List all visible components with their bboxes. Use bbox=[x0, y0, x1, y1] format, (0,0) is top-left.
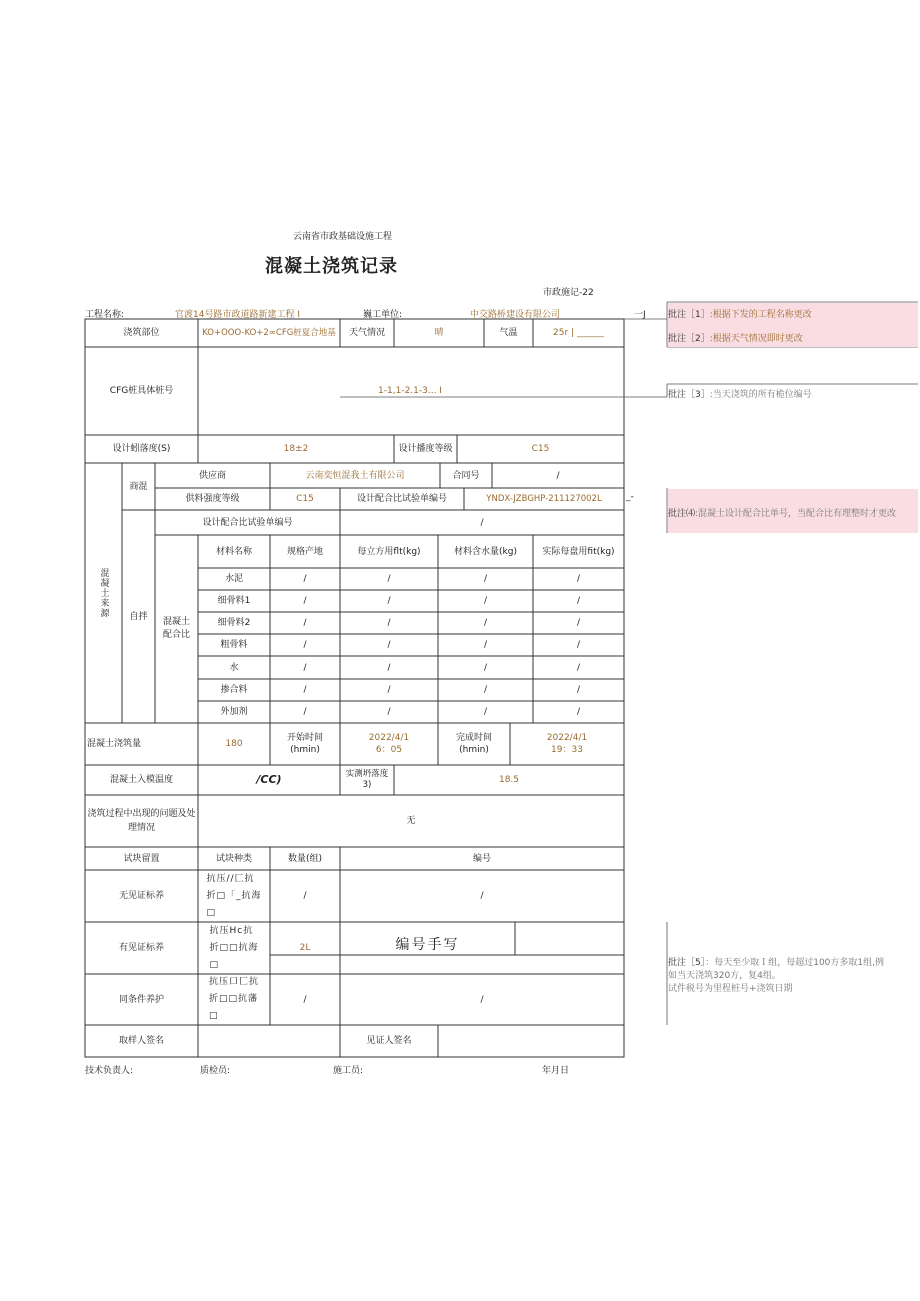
date-label: 年月日 bbox=[542, 1066, 570, 1076]
ratio-label bbox=[155, 535, 198, 723]
mat-cell: / bbox=[576, 618, 581, 628]
contract-value: / bbox=[556, 470, 560, 481]
witness-label: 有见证标养 bbox=[118, 943, 164, 953]
mix-report-tail: _- bbox=[626, 492, 634, 502]
witness-sign-label: 见证人签名 bbox=[366, 1036, 412, 1046]
mat-cell: / bbox=[303, 596, 307, 606]
contractor-label: 巍工单位: bbox=[363, 310, 403, 320]
same-condition-label: 同条件养护 bbox=[118, 994, 164, 1005]
mat-name: 水泥 bbox=[224, 574, 243, 584]
temp-value: 25r | ______ bbox=[553, 328, 604, 338]
finish-value: 2022/4/1 19：33 bbox=[546, 733, 588, 755]
specimen-qty-label: 数量(组) bbox=[287, 853, 323, 864]
mix-report-label: 设计配合比试验单编号 bbox=[356, 494, 447, 504]
self-mix-report-value: / bbox=[480, 517, 484, 528]
mat-name: 外加剂 bbox=[220, 707, 248, 717]
mat-cell: / bbox=[483, 618, 488, 628]
supply-grade-label: 供料强度等级 bbox=[185, 494, 240, 504]
specimen-type-label: 试块种类 bbox=[215, 853, 252, 864]
mat-header-moisture: 材料含水量(kg) bbox=[454, 546, 517, 557]
contract-label: 合同号 bbox=[452, 470, 480, 481]
no-witness-code: / bbox=[480, 891, 484, 901]
mat-cell: / bbox=[576, 640, 581, 650]
mix-report-value: YNDX-JZBGHP-211127002L bbox=[486, 494, 602, 504]
comment-5: 批注［5］：每天至少取Ｉ组，每超过100方多取1组,例 如当天浇筑320方，复4组。 试件税号为里程桩号+浇筑日期 bbox=[668, 958, 885, 994]
mat-cell: / bbox=[303, 640, 307, 650]
org-title: 云南省市政基础设施工程 bbox=[293, 232, 393, 242]
mat-cell: / bbox=[576, 685, 581, 695]
page-title: 混凝土浇筑记录 bbox=[265, 256, 398, 277]
form-number: 市政施记-22 bbox=[543, 288, 594, 298]
mat-cell: / bbox=[387, 596, 391, 606]
mat-cell: / bbox=[303, 574, 307, 584]
measured-slump-label: 实测坍落度 3) bbox=[345, 769, 389, 790]
specimen-label: 试块留置 bbox=[123, 853, 160, 864]
slump-label: 设计蚓落度(S) bbox=[112, 444, 171, 454]
comment-1: 批注［1］:根据下发的工程名称更改 bbox=[668, 310, 812, 320]
mat-cell: / bbox=[387, 574, 391, 584]
qc-label: 质检员: bbox=[200, 1066, 231, 1076]
same-condition-type: 抗压口匚抗 折□□抗藩 □ bbox=[208, 977, 259, 1021]
contractor-value: 中交路桥建设有限公司 bbox=[470, 310, 561, 320]
mat-cell: / bbox=[387, 618, 391, 628]
pile-label: CFG桩具体桩号 bbox=[109, 386, 174, 396]
mat-cell: / bbox=[483, 707, 488, 717]
ratio-label-text: 混凝土配合比 bbox=[162, 617, 190, 640]
supply-grade-value: C15 bbox=[296, 494, 314, 504]
corner-mark: 一J bbox=[634, 310, 646, 320]
mat-cell: / bbox=[387, 640, 391, 650]
no-witness-type: 抗压//匚抗 折□「_抗海 □ bbox=[206, 873, 262, 918]
specimen-code-label: 编号 bbox=[472, 853, 491, 864]
no-witness-label: 无见证标养 bbox=[118, 891, 164, 901]
witness-type: 抗压Hc抗 折□□抗海 □ bbox=[209, 925, 259, 970]
issues-value: 无 bbox=[406, 816, 416, 826]
self-mix-label: 自拌 bbox=[129, 611, 148, 622]
mat-name: 掺合料 bbox=[220, 685, 248, 695]
mat-cell: / bbox=[576, 596, 581, 606]
sampler-label: 取样人签名 bbox=[118, 1036, 164, 1046]
slump-value: 18±2 bbox=[283, 444, 309, 454]
mat-header-actual: 实际每盘用fit(kg) bbox=[542, 546, 615, 557]
pile-value: 1-1,1-2.1-3... I bbox=[378, 386, 442, 396]
mat-name: 细骨料2 bbox=[217, 618, 251, 628]
mat-cell: / bbox=[303, 618, 307, 628]
volume-value: 180 bbox=[225, 739, 243, 749]
mat-cell: / bbox=[387, 685, 391, 695]
mat-header-spec: 规格产地 bbox=[286, 546, 323, 557]
measured-slump-value: 18.5 bbox=[498, 775, 520, 785]
mat-cell: / bbox=[576, 662, 581, 673]
worker-label: 施工员: bbox=[333, 1066, 364, 1076]
mat-cell: / bbox=[483, 574, 488, 584]
mat-cell: / bbox=[483, 640, 488, 650]
finish-label: 完成时间 (hmin) bbox=[455, 733, 492, 755]
mat-name: 水 bbox=[229, 662, 239, 673]
commercial-label: 商混 bbox=[129, 481, 148, 492]
mold-temp-label: 混凝土入模温度 bbox=[109, 775, 173, 785]
part-value: KO+OOO-KO+2∞CFG桩夏合地基 bbox=[202, 328, 336, 338]
supplier-value: 云南奕恒混我土有限公司 bbox=[305, 470, 405, 481]
mat-cell: / bbox=[483, 596, 488, 606]
mat-cell: / bbox=[387, 707, 391, 717]
self-mix-report-label: 设计配合比试验单编号 bbox=[202, 517, 293, 528]
part-label: 浇筑部位 bbox=[123, 328, 160, 338]
mat-cell: / bbox=[387, 662, 391, 673]
volume-label: 混凝土浇筑量 bbox=[87, 739, 142, 749]
weather-value: 晴 bbox=[434, 328, 444, 338]
weather-label: 天气情况 bbox=[348, 328, 385, 338]
mat-cell: / bbox=[576, 574, 581, 584]
mat-cell: / bbox=[303, 685, 307, 695]
mat-name: 粗骨料 bbox=[220, 640, 248, 650]
mat-header-per-m3: 每立方用flt(kg) bbox=[357, 546, 421, 557]
same-condition-code: / bbox=[480, 994, 484, 1005]
mold-temp-value: /CC) bbox=[256, 773, 282, 786]
mat-cell: / bbox=[303, 707, 307, 717]
mat-cell: / bbox=[483, 685, 488, 695]
issues-label: 浇筑过程中出现的问题及处理情况 bbox=[87, 809, 196, 833]
same-condition-qty: / bbox=[303, 994, 307, 1005]
source-label bbox=[85, 463, 122, 723]
witness-qty: 2L bbox=[299, 943, 311, 953]
mat-name: 细骨料1 bbox=[217, 596, 251, 606]
comment-4: 批注⑷:混凝土设计配合比单号，当配合比有理整时才更改 bbox=[668, 509, 897, 519]
start-value: 2022/4/1 6：05 bbox=[368, 733, 410, 755]
comment-2: 批注［2］:根据天气情况即时更改 bbox=[668, 334, 803, 344]
no-witness-qty: / bbox=[303, 891, 307, 901]
mat-cell: / bbox=[576, 707, 581, 717]
start-label: 开始时间 (hmin) bbox=[286, 733, 323, 755]
comment-3: 批注［3］:当天浇筑的所有桅位编号 bbox=[668, 390, 812, 400]
witness-code: 编号手写 bbox=[395, 937, 460, 953]
mat-cell: / bbox=[483, 662, 488, 673]
supplier-label: 供应商 bbox=[198, 470, 226, 481]
project-label: 工程名称: bbox=[85, 310, 125, 320]
mat-cell: / bbox=[303, 662, 307, 673]
tech-lead-label: 技术负责人: bbox=[85, 1066, 134, 1076]
temp-label: 气温 bbox=[499, 328, 518, 338]
source-label-text: 混凝土来源 bbox=[98, 568, 109, 618]
mat-header-name: 材料名称 bbox=[215, 546, 252, 557]
grade-label: 设计播度等级 bbox=[398, 444, 453, 454]
project-value: 官渡14号路市政道路新建工程 I bbox=[175, 310, 300, 320]
grade-value: C15 bbox=[531, 444, 550, 454]
